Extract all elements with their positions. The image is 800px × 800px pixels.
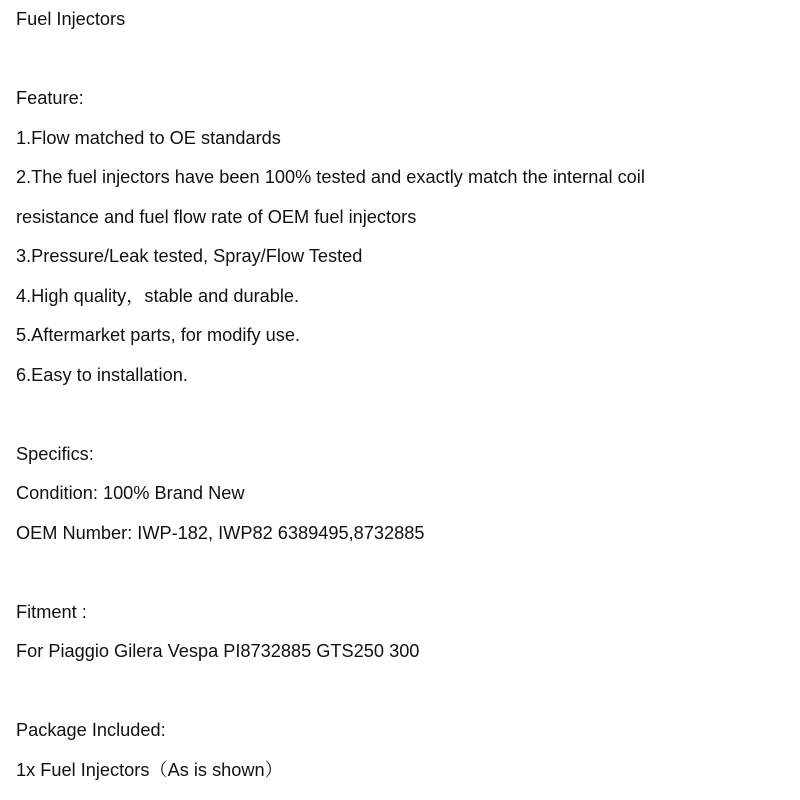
feature-item-5: 5.Aftermarket parts, for modify use. bbox=[16, 325, 301, 345]
package-heading: Package Included: bbox=[16, 720, 166, 740]
fitment-text: For Piaggio Gilera Vespa PI8732885 GTS250 300 bbox=[16, 641, 420, 661]
blank-line bbox=[16, 395, 786, 435]
feature-item-4: 4.High quality，stable and durable. bbox=[16, 285, 300, 306]
oem-number-text: OEM Number: IWP-182, IWP82 6389495,8732885 bbox=[16, 522, 425, 543]
blank-line bbox=[16, 672, 786, 712]
feature-item-6: 6.Easy to installation. bbox=[16, 364, 188, 385]
blank-line bbox=[16, 40, 786, 80]
feature-heading: Feature: bbox=[16, 88, 84, 108]
feature-item-2: 2.The fuel injectors have been 100% tested and exactly match the internal coil bbox=[16, 167, 645, 187]
fitment-heading: Fitment : bbox=[16, 601, 87, 622]
document-title: Fuel Injectors bbox=[16, 9, 126, 29]
blank-line bbox=[16, 553, 786, 593]
condition-text: Condition: 100% Brand New bbox=[16, 483, 245, 503]
package-text: 1x Fuel Injectors（As is shown） bbox=[16, 759, 283, 780]
feature-item-3: 3.Pressure/Leak tested, Spray/Flow Tested bbox=[16, 246, 363, 266]
specifics-heading: Specifics: bbox=[16, 443, 94, 464]
feature-item-1: 1.Flow matched to OE standards bbox=[16, 127, 281, 148]
product-description bbox=[16, 0, 786, 790]
feature-item-2-continued: resistance and fuel flow rate of OEM fuel injectors bbox=[16, 206, 417, 227]
